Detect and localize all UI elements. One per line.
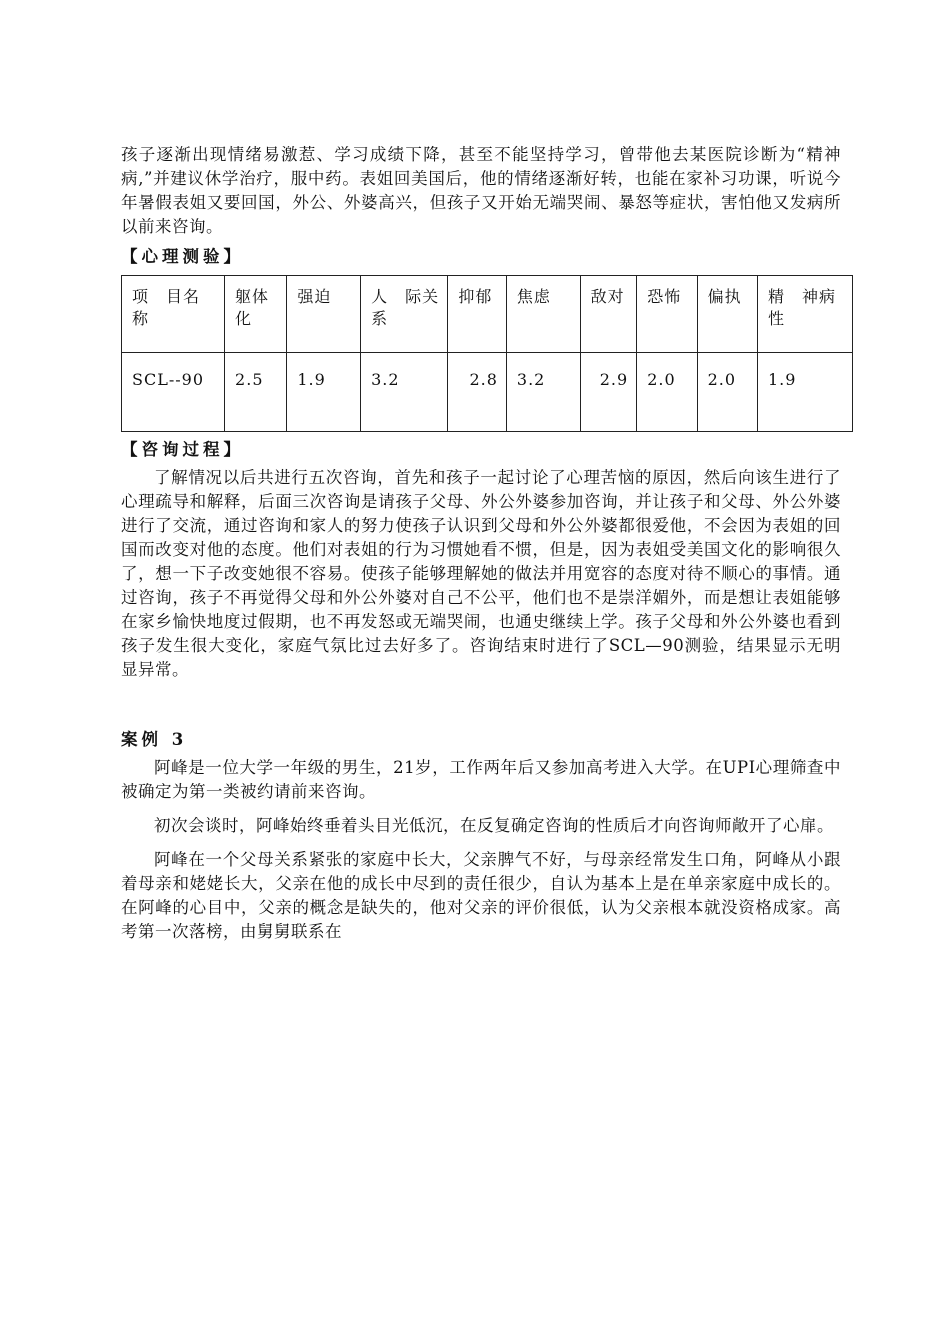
- table-header-cell: 躯体化: [225, 276, 287, 353]
- scl90-table: [121, 275, 853, 432]
- case3-paragraph: 初次会谈时，阿峰始终垂着头目光低沉，在反复确定咨询的性质后才向咨询师敞开了心扉。: [154, 816, 834, 835]
- table-header-cell: 精 神病性: [757, 276, 852, 353]
- table-cell: 3.2: [506, 353, 580, 432]
- table-cell: 2.0: [697, 353, 757, 432]
- case3-paragraph: 阿峰在一个父母关系紧张的家庭中长大，父亲脾气不好，与母亲经常发生口角，阿峰从小跟着母亲和姥姥长大，父亲在他的成长中尽到的责任很少，自认为基本上是在单亲家庭中成长的。在阿峰的心目中，父亲的概念是缺失的，他对父亲的评价很低，认为父亲根本就没资格成家。高考第一次落榜，由舅舅联系在: [121, 850, 841, 941]
- table-cell: 1.9: [287, 353, 361, 432]
- table-header-cell: 焦虑: [506, 276, 580, 353]
- section-test-heading: 【心理测验】: [121, 247, 244, 266]
- table-header-cell: 恐怖: [637, 276, 697, 353]
- table-cell: 2.0: [637, 353, 697, 432]
- table-cell: 2.5: [225, 353, 287, 432]
- table-cell: 2.8: [448, 353, 506, 432]
- table-row: [122, 353, 853, 432]
- process-paragraph: 了解情况以后共进行五次咨询，首先和孩子一起讨论了心理苦恼的原因，然后向该生进行了心理疏导和解释，后面三次咨询是请孩子父母、外公外婆参加咨询，并让孩子和父母、外公外婆进行了交流，通过咨询和家人的努力使孩子认识到父母和外公外婆都很爱他，不会因为表姐的回国而改变对他的态度。他们对表姐的行为习惯她看不惯，但是，因为表姐受美国文化的影响很久了，想一下子改变她很不容易。使孩子能够理解她的做法并用宽容的态度对待不顺心的事情。通过咨询，孩子不再觉得父母和外公外婆对自己不公平，他们也不是崇洋媚外，而是想让表姐能够在家乡愉快地度过假期，也不再发怒或无端哭闹，也通史继续上学。孩子父母和外公外婆也看到孩子发生很大变化，家庭气氛比过去好多了。咨询结束时进行了SCL—90测验，结果显示无明显异常。: [121, 468, 841, 679]
- table-header-cell: 偏执: [697, 276, 757, 353]
- intro-paragraph: 孩子逐渐出现情绪易激惹、学习成绩下降，甚至不能坚持学习，曾带他去某医院诊断为“精神病,”并建议休学治疗，服中药。表姐回美国后，他的情绪逐渐好转，也能在家补习功课，听说今年暑假表姐又要回国，外公、外婆高兴，但孩子又开始无端哭闹、暴怒等症状，害怕他又发病所以前来咨询。: [121, 145, 841, 236]
- document-page: [121, 143, 841, 944]
- table-cell: 3.2: [361, 353, 448, 432]
- table-row-label: SCL--90: [122, 353, 225, 432]
- table-header-cell: 敌对: [580, 276, 637, 353]
- table-header-cell: 项 目名称: [122, 276, 225, 353]
- table-header-cell: 强迫: [287, 276, 361, 353]
- case3-paragraph: 阿峰是一位大学一年级的男生，21岁，工作两年后又参加高考进入大学。在UPI心理筛查中被确定为第一类被约请前来咨询。: [121, 758, 841, 801]
- table-cell: 1.9: [757, 353, 852, 432]
- table-cell: 2.9: [580, 353, 637, 432]
- table-header-row: [122, 276, 853, 353]
- table-header-cell: 人 际关系: [361, 276, 448, 353]
- case3-heading: 案例 3: [121, 730, 188, 749]
- section-process-heading: 【咨询过程】: [121, 440, 244, 459]
- table-header-cell: 抑郁: [448, 276, 506, 353]
